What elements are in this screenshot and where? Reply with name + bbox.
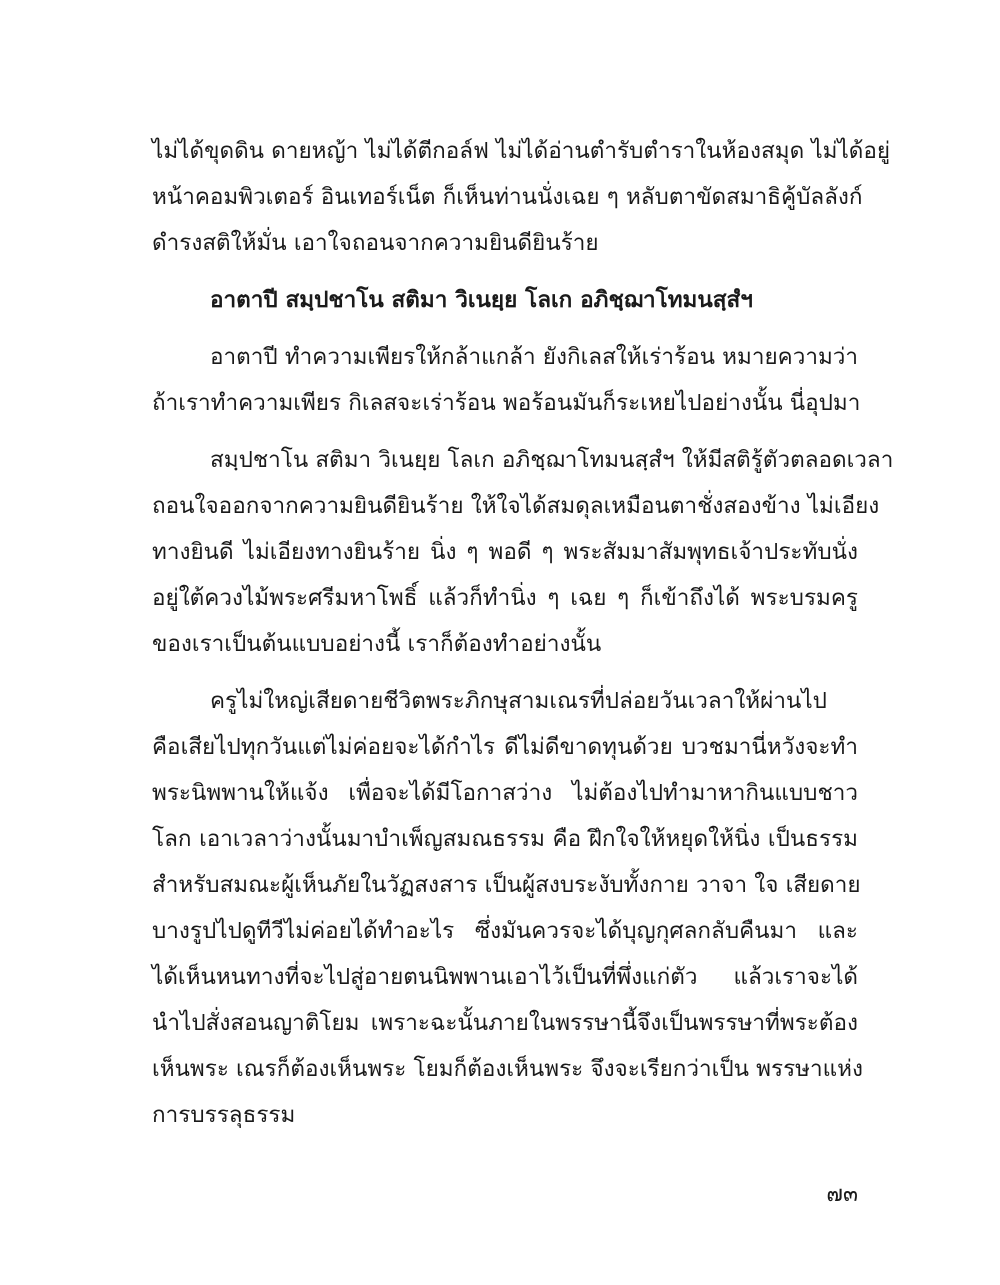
paragraph-line: โลก เอาเวลาว่างนั้นมาบำเพ็ญสมณธรรม คือ ฝึกใจให้หยุดให้นิ่ง เป็นธรรม (152, 826, 858, 852)
paragraph-line: การบรรลุธรรม (152, 1102, 296, 1128)
opening-paragraph (152, 128, 891, 266)
paragraph-line: นำไปสั่งสอนญาติโยม เพราะฉะนั้นภายในพรรษานี้จึงเป็นพรรษาที่พระต้อง (152, 1010, 858, 1036)
paragraph-line: หน้าคอมพิวเตอร์ อินเทอร์เน็ต ก็เห็นท่านนั่งเฉย ๆ หลับตาขัดสมาธิคู้บัลลังก์ (152, 184, 863, 210)
pali-verse-heading: อาตาปี สมฺปชาโน สติมา วิเนยฺย โลเก อภิชฺฌาโทมนสฺสํฯ (210, 287, 753, 313)
teacher-paragraph (152, 678, 863, 1138)
atapi-paragraph (152, 334, 861, 426)
paragraph-line: ของเราเป็นต้นแบบอย่างนี้ เราก็ต้องทำอย่างนั้น (152, 631, 602, 657)
paragraph-line: ครูไม่ใหญ่เสียดายชีวิตพระภิกษุสามเณรที่ปล่อยวันเวลาให้ผ่านไป (210, 688, 827, 714)
paragraph-line: บางรูปไปดูทีวีไม่ค่อยได้ทำอะไร ซึ่งมันควรจะได้บุญกุศลกลับคืนมา และ (152, 918, 858, 944)
paragraph-line: คือเสียไปทุกวันแต่ไม่ค่อยจะได้กำไร ดีไม่ดีขาดทุนด้วย บวชมานี่หวังจะทำ (152, 734, 858, 760)
paragraph-line: ดำรงสติให้มั่น เอาใจถอนจากความยินดียินร้าย (152, 230, 599, 256)
paragraph-line: ทางยินดี ไม่เอียงทางยินร้าย นิ่ง ๆ พอดี ๆ พระสัมมาสัมพุทธเจ้าประทับนั่ง (152, 539, 858, 565)
page-number: ๗๓ (826, 1182, 858, 1207)
paragraph-line: สมฺปชาโน สติมา วิเนยฺย โลเก อภิชฺฌาโทมนสฺสํฯ ให้มีสติรู้ตัวตลอดเวลา (210, 447, 894, 473)
paragraph-line: ไม่ได้ขุดดิน ดายหญ้า ไม่ได้ตีกอล์ฟ ไม่ได้อ่านตำรับตำราในห้องสมุด ไม่ได้อยู่ (152, 138, 891, 164)
paragraph-line: เห็นพระ เณรก็ต้องเห็นพระ โยมก็ต้องเห็นพระ จึงจะเรียกว่าเป็น พรรษาแห่ง (152, 1056, 863, 1082)
paragraph-line: อยู่ใต้ควงไม้พระศรีมหาโพธิ์ แล้วก็ทำนิ่ง ๆ เฉย ๆ ก็เข้าถึงได้ พระบรมครู (152, 585, 858, 611)
text-column (152, 128, 894, 1138)
paragraph-line: พระนิพพานให้แจ้ง เพื่อจะได้มีโอกาสว่าง ไม่ต้องไปทำมาหากินแบบชาว (152, 780, 858, 806)
paragraph-line: อาตาปี ทำความเพียรให้กล้าแกล้า ยังกิเลสให้เร่าร้อน หมายความว่า (210, 344, 859, 370)
paragraph-line: ถ้าเราทำความเพียร กิเลสจะเร่าร้อน พอร้อนมันก็ระเหยไปอย่างนั้น นี่อุปมา (152, 390, 861, 416)
paragraph-line: ได้เห็นหนทางที่จะไปสู่อายตนนิพพานเอาไว้เป็นที่พึ่งแก่ตัว แล้วเราจะได้ (152, 964, 858, 990)
paragraph-line: สำหรับสมณะผู้เห็นภัยในวัฏสงสาร เป็นผู้สงบระงับทั้งกาย วาจา ใจ เสียดาย (152, 872, 861, 898)
sampajano-paragraph (152, 437, 894, 667)
paragraph-line: ถอนใจออกจากความยินดียินร้าย ให้ใจได้สมดุลเหมือนตาชั่งสองข้าง ไม่เอียง (152, 493, 880, 519)
